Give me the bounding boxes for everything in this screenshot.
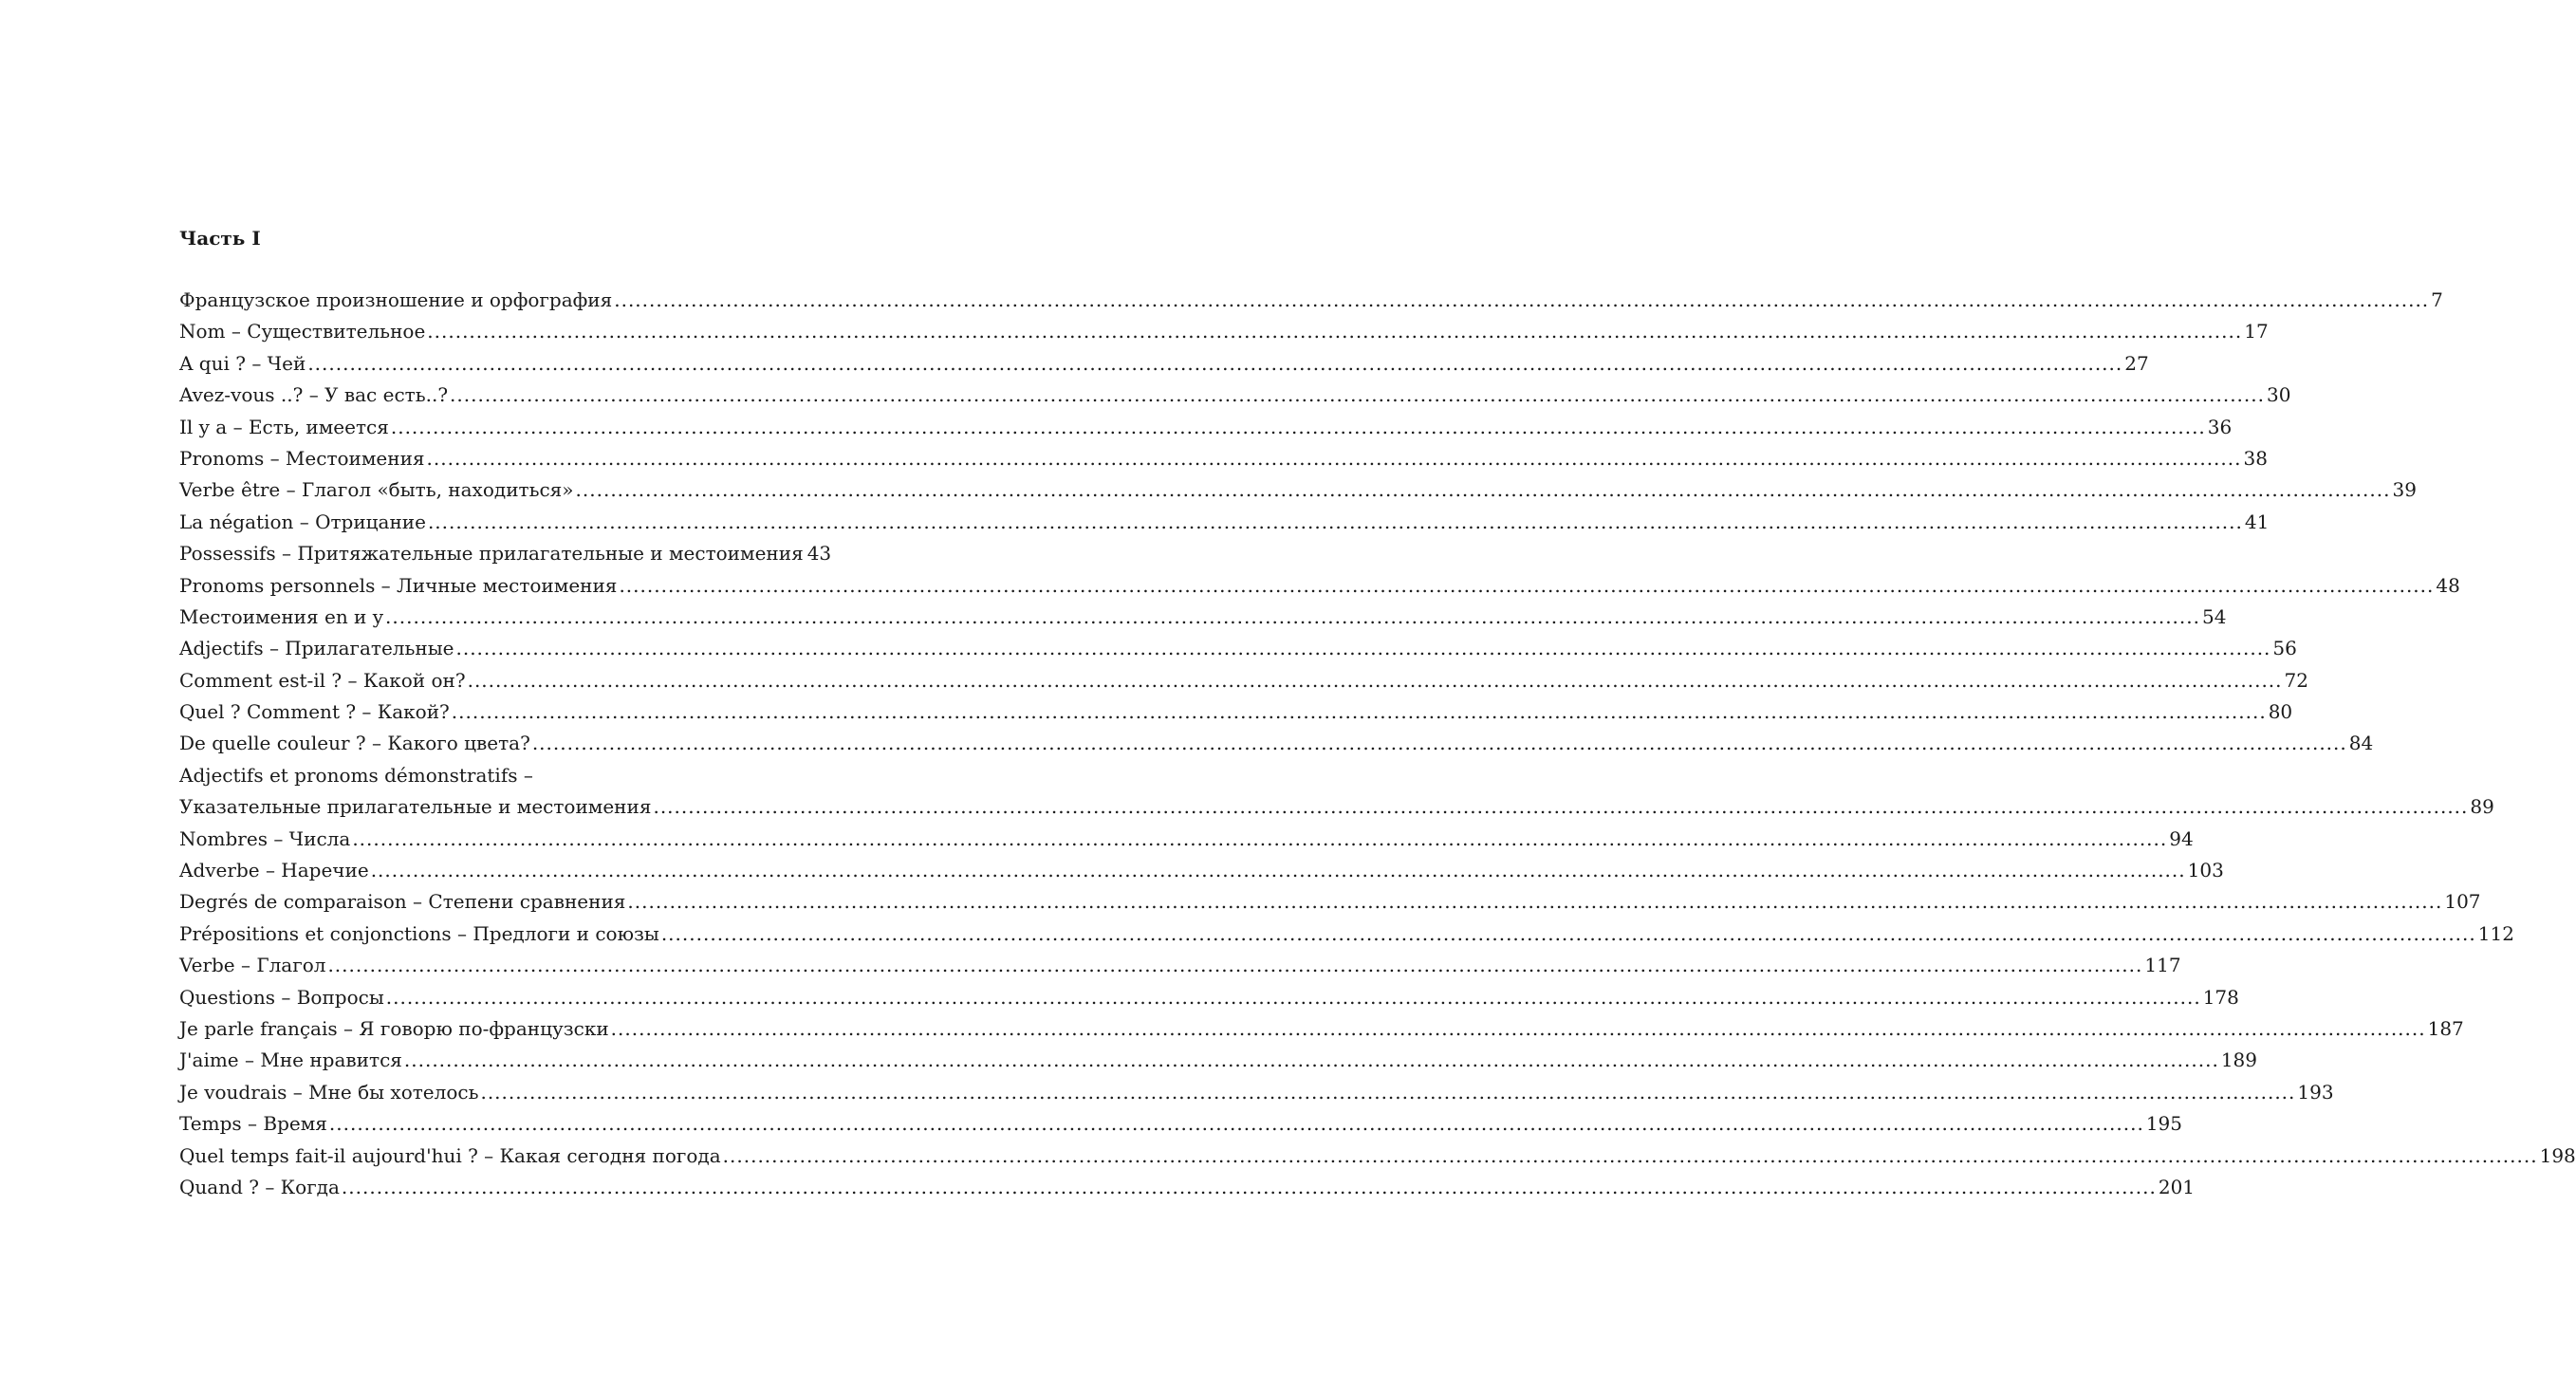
- toc-entry: [179, 1045, 2258, 1076]
- toc-dot-leader: [452, 696, 2267, 728]
- table-of-contents: [179, 285, 2576, 1203]
- toc-entry-title: De quelle couleur ? – Какого цвета?: [179, 732, 530, 755]
- toc-dot-leader: [327, 950, 2142, 981]
- toc-entry-title: A qui ? – Чей: [179, 351, 306, 375]
- toc-entry-page: 89: [2470, 795, 2494, 819]
- toc-entry-title: Местоимения en и y: [179, 604, 384, 628]
- toc-entry-title: Pronoms – Местоимения: [179, 446, 425, 470]
- toc-entry-title: Je voudrais – Мне бы хотелось: [179, 1080, 479, 1104]
- toc-dot-leader: [427, 316, 2242, 347]
- toc-entry-title: Possessifs – Притяжательные прилагательные и местоимения: [179, 542, 804, 566]
- toc-dot-leader: [480, 1077, 2295, 1108]
- toc-entry-page: 112: [2477, 921, 2514, 945]
- toc-entry: [179, 1108, 2183, 1140]
- toc-dot-leader: [619, 570, 2434, 602]
- toc-entry-page: 195: [2145, 1112, 2183, 1136]
- toc-dot-leader: [404, 1045, 2219, 1076]
- toc-entry: [179, 633, 2297, 664]
- toc-entry: [179, 474, 2417, 506]
- toc-entry-page: 103: [2187, 859, 2224, 882]
- toc-entry-page: 193: [2297, 1080, 2334, 1104]
- toc-dot-leader: [455, 633, 2270, 664]
- toc-entry-title: Questions – Вопросы: [179, 985, 384, 1009]
- toc-dot-leader: [386, 982, 2201, 1013]
- toc-entry-title: Nom – Существительное: [179, 320, 426, 343]
- toc-entry-title: Quel temps fait-il aujourd'hui ? – Какая сегодня погода: [179, 1143, 721, 1167]
- toc-entry-title: Temps – Время: [179, 1112, 327, 1136]
- toc-entry-page: 54: [2201, 604, 2227, 628]
- toc-entry: [179, 1141, 2576, 1172]
- toc-dot-leader: [371, 855, 2186, 886]
- toc-entry-page: 94: [2169, 826, 2194, 850]
- toc-entry-page: 178: [2202, 985, 2239, 1009]
- toc-entry-title: Je parle français – Я говорю по-французски: [179, 1016, 609, 1040]
- toc-entry: [179, 791, 2494, 823]
- toc-entry: [179, 412, 2233, 443]
- toc-entry-page: 107: [2444, 890, 2481, 914]
- toc-entry-page: 72: [2284, 668, 2308, 692]
- toc-entry-title: La négation – Отрицание: [179, 510, 426, 533]
- toc-dot-leader: [661, 918, 2476, 950]
- toc-dot-leader: [653, 791, 2468, 823]
- toc-entry-title: Degrés de comparaison – Степени сравнения: [179, 890, 626, 914]
- toc-entry-title: J'aime – Мне нравится: [179, 1048, 402, 1072]
- toc-entry: [179, 1077, 2334, 1108]
- toc-entry-title: Nombres – Числа: [179, 826, 351, 850]
- toc-entry-title: Prépositions et conjonctions – Предлоги и союзы: [179, 921, 659, 945]
- toc-entry: [179, 760, 813, 791]
- toc-dot-leader: [723, 1141, 2538, 1172]
- toc-entry-title: Указательные прилагательные и местоимения: [179, 795, 652, 819]
- toc-entry-title: Il y a – Есть, имеется: [179, 415, 389, 438]
- toc-dot-leader: [329, 1108, 2144, 1140]
- toc-entry: [179, 1172, 2196, 1203]
- toc-entry: [179, 950, 2181, 981]
- toc-dot-leader: [627, 886, 2442, 918]
- toc-dot-leader: [428, 507, 2243, 538]
- toc-entry-page: 84: [2348, 732, 2374, 755]
- toc-entry-page: 117: [2144, 954, 2181, 977]
- toc-entry-page: 189: [2220, 1048, 2258, 1072]
- toc-entry-page: 7: [2431, 288, 2443, 311]
- toc-entry: [179, 538, 832, 569]
- toc-entry: [179, 982, 2239, 1013]
- toc-dot-leader: [450, 380, 2265, 411]
- toc-entry: [179, 855, 2224, 886]
- toc-entry-page: 80: [2268, 700, 2293, 724]
- toc-entry: [179, 443, 2268, 474]
- toc-entry: [179, 380, 2291, 411]
- toc-entry: [179, 507, 2270, 538]
- toc-entry-title: Pronoms personnels – Личные местоимения: [179, 573, 618, 597]
- toc-dot-leader: [307, 348, 2122, 380]
- toc-entry-title: Adjectifs et pronoms démonstratifs –: [179, 763, 533, 787]
- toc-entry-page: 17: [2244, 320, 2269, 343]
- toc-entry-title: Adjectifs – Прилагательные: [179, 637, 454, 660]
- toc-entry-title: Quand ? – Когда: [179, 1175, 340, 1198]
- toc-entry-title: Avez-vous ..? – У вас есть..?: [179, 383, 449, 407]
- toc-entry-page: 38: [2243, 446, 2268, 470]
- toc-entry: [179, 824, 2194, 855]
- toc-entry: [179, 285, 2443, 316]
- toc-entry: [179, 1013, 2464, 1045]
- toc-entry-page: 201: [2158, 1175, 2196, 1198]
- toc-entry-title: Quel ? Comment ? – Какой?: [179, 700, 450, 724]
- toc-dot-leader: [611, 1013, 2426, 1045]
- toc-entry: [179, 348, 2149, 380]
- toc-entry-title: Verbe – Глагол: [179, 954, 326, 977]
- toc-entry-page: 39: [2392, 478, 2417, 502]
- toc-entry-page: 27: [2124, 351, 2149, 375]
- toc-entry: [179, 665, 2308, 696]
- toc-entry: [179, 886, 2481, 918]
- toc-entry: [179, 602, 2227, 633]
- toc-entry-title: Verbe être – Глагол «быть, находиться»: [179, 478, 574, 502]
- toc-entry-title: Comment est-il ? – Какой он?: [179, 668, 466, 692]
- toc-dot-leader: [614, 285, 2429, 316]
- part-heading: Часть I: [179, 227, 261, 250]
- toc-entry-page: 56: [2272, 637, 2297, 660]
- toc-entry: [179, 570, 2460, 602]
- toc-entry: [179, 918, 2514, 950]
- toc-entry-page: 198: [2539, 1143, 2576, 1167]
- toc-entry-page: 36: [2207, 415, 2233, 438]
- toc-dot-leader: [342, 1172, 2157, 1203]
- toc-dot-leader: [576, 474, 2391, 506]
- toc-entry: [179, 728, 2374, 759]
- toc-entry-title: Французское произношение и орфография: [179, 288, 613, 311]
- toc-dot-leader: [532, 728, 2347, 759]
- toc-entry-page: 48: [2436, 573, 2460, 597]
- toc-entry-title: Adverbe – Наречие: [179, 859, 369, 882]
- toc-entry: [179, 316, 2269, 347]
- toc-dot-leader: [468, 665, 2283, 696]
- toc-dot-leader: [391, 412, 2206, 443]
- toc-entry-page: 30: [2266, 383, 2291, 407]
- toc-dot-leader: [352, 824, 2167, 855]
- toc-entry: [179, 696, 2293, 728]
- toc-dot-leader: [427, 443, 2242, 474]
- toc-entry-page: 41: [2244, 510, 2270, 533]
- toc-entry-page: 187: [2427, 1016, 2464, 1040]
- toc-entry-page: 43: [806, 542, 832, 566]
- toc-dot-leader: [385, 602, 2200, 633]
